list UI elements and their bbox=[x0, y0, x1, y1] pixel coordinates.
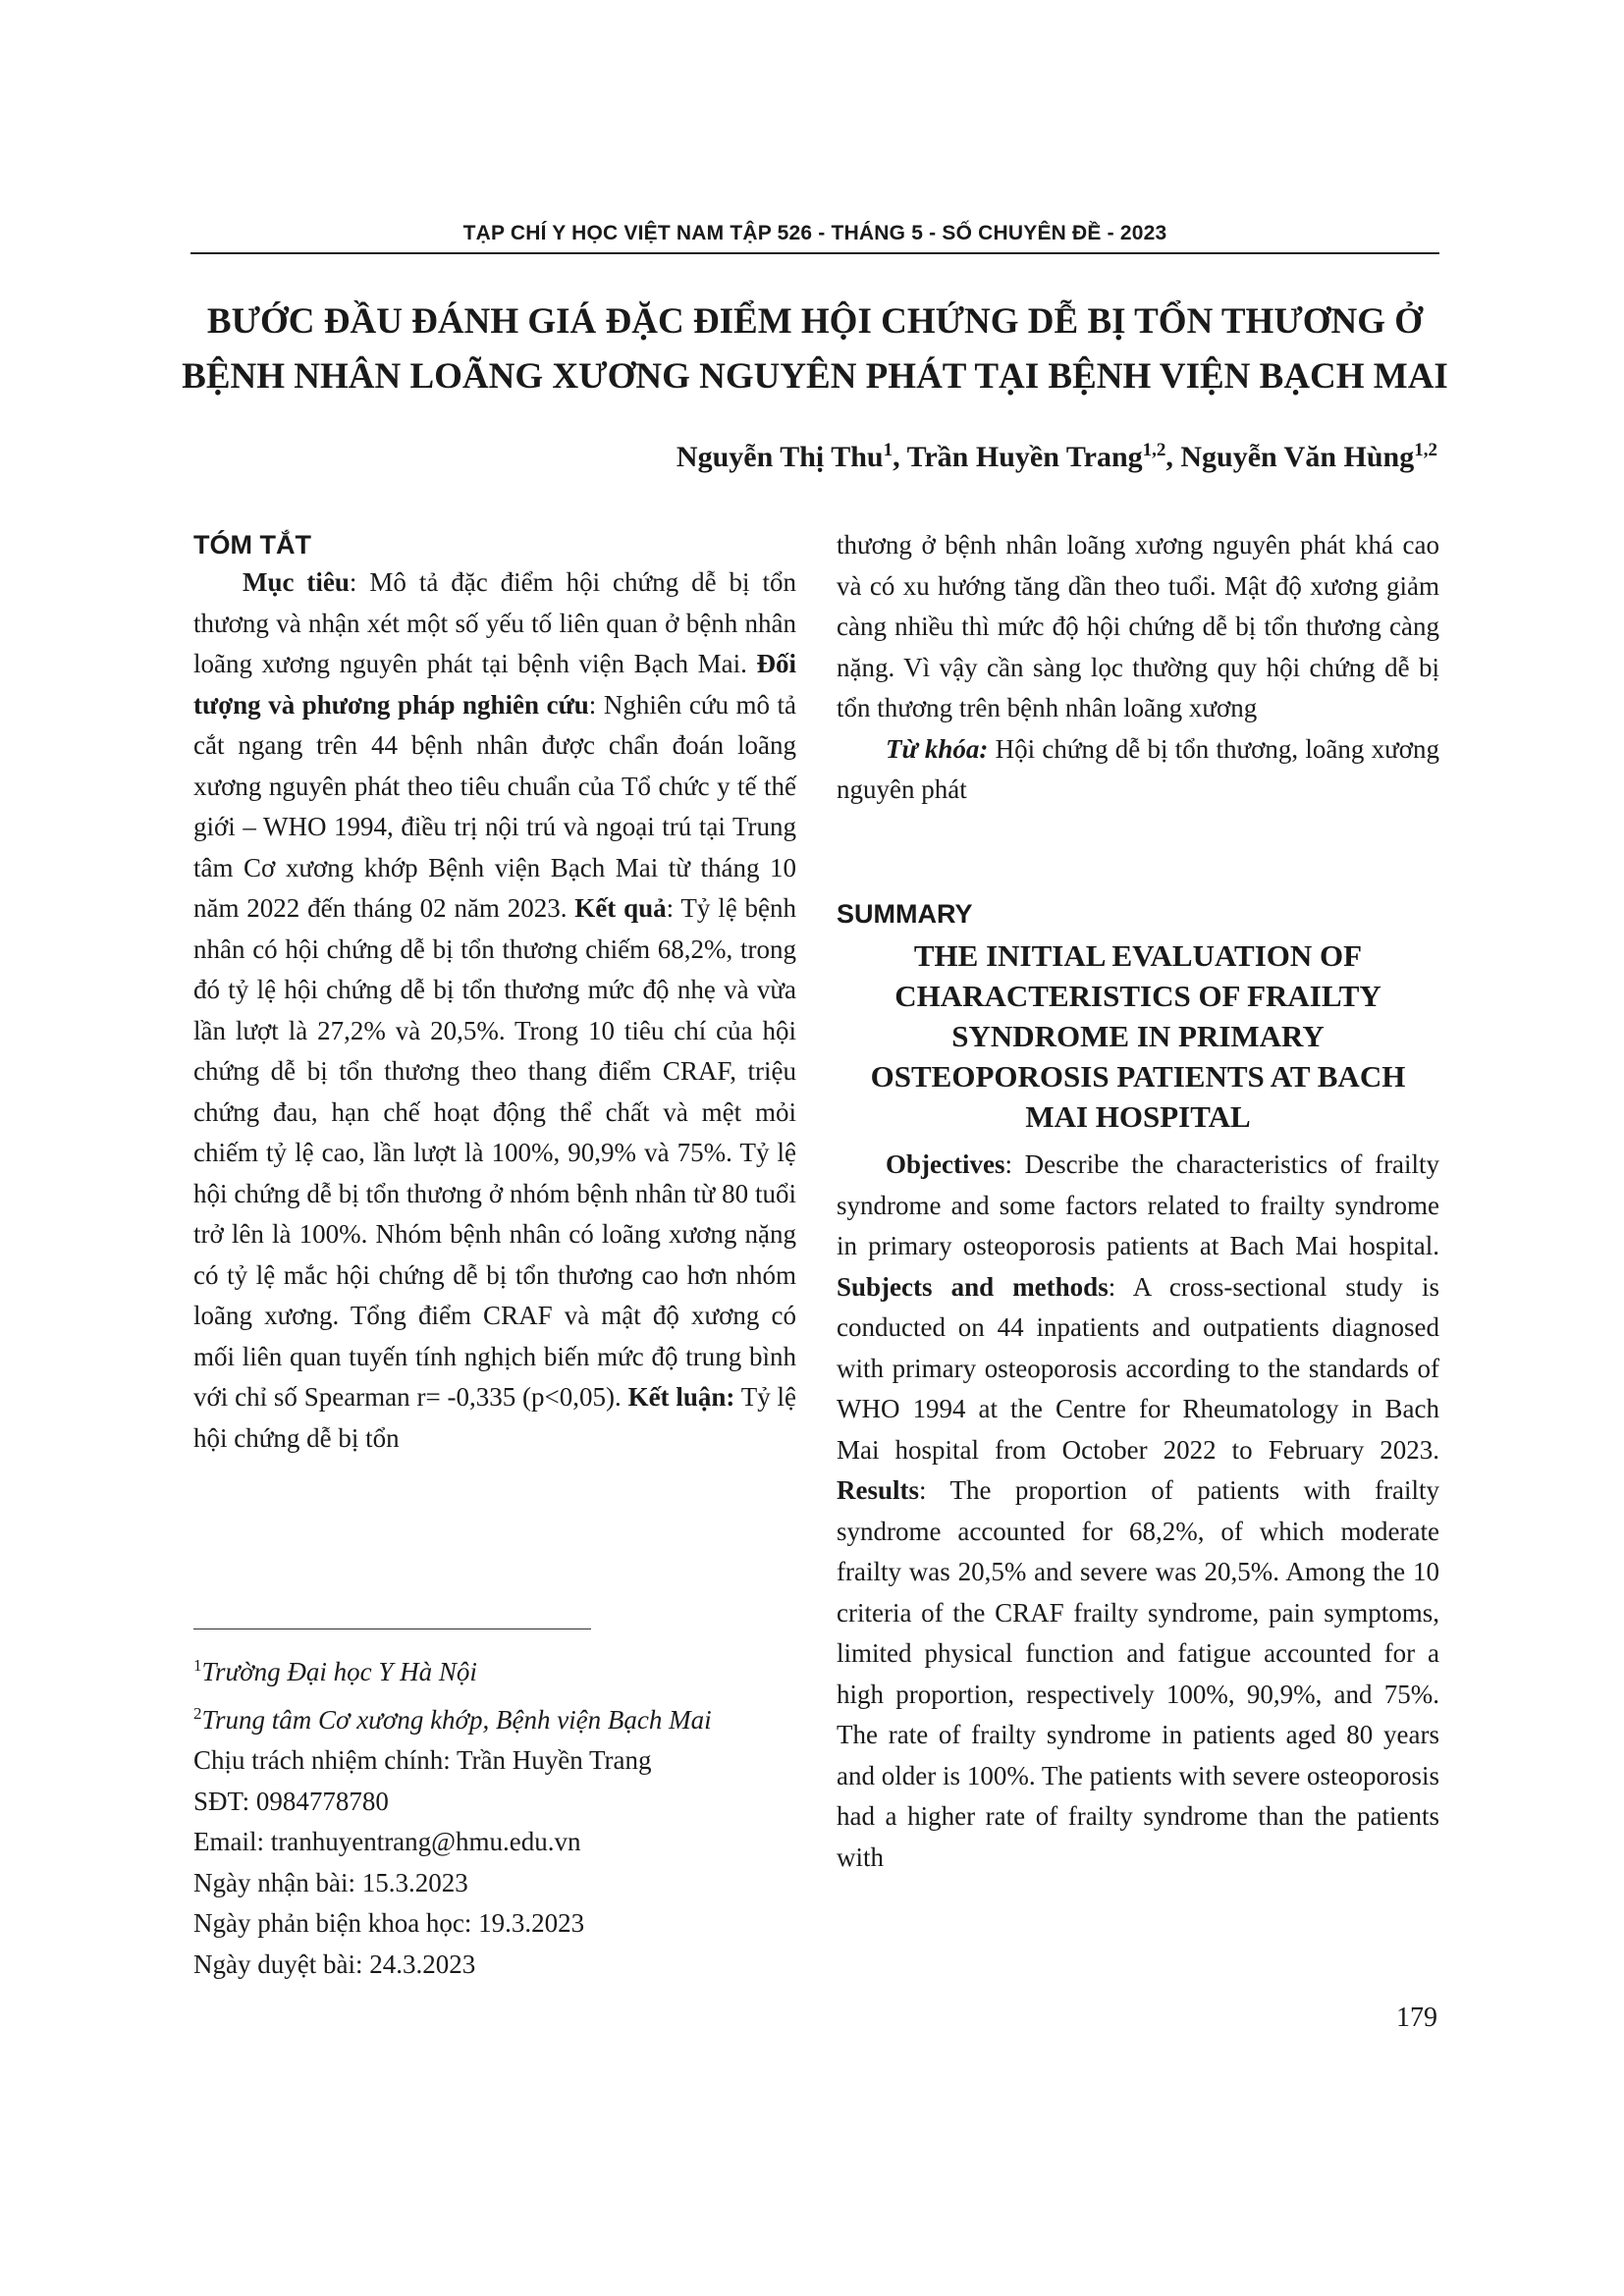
footnotes bbox=[193, 1645, 796, 1985]
affiliation-2 bbox=[193, 1693, 796, 1741]
abstract-vi-body bbox=[193, 562, 796, 1459]
objective-label: Mục tiêu bbox=[243, 567, 350, 597]
affiliation-text: Trường Đại học Y Hà Nội bbox=[201, 1657, 477, 1686]
article-title-line-2: BỆNH NHÂN LOÃNG XƯƠNG NGUYÊN PHÁT TẠI BỆNH VIỆN BẠCH MAI bbox=[182, 356, 1448, 397]
conclusion-text: Tỷ lệ hội chứng dễ bị tổn bbox=[193, 1382, 796, 1453]
summary-heading: SUMMARY bbox=[837, 899, 973, 929]
summary-en-body bbox=[837, 1145, 1439, 1878]
author-affiliation-sup: 1,2 bbox=[1142, 440, 1166, 460]
received-date: Ngày nhận bài: 15.3.2023 bbox=[193, 1867, 468, 1897]
english-title-line: SYNDROME IN PRIMARY bbox=[951, 1019, 1325, 1053]
keywords bbox=[837, 729, 1439, 811]
keywords-label: Từ khóa: bbox=[886, 733, 989, 764]
objectives-label: Objectives bbox=[886, 1149, 1005, 1179]
header-rule bbox=[190, 252, 1439, 254]
keywords-text: Hội chứng dễ bị tổn thương, loãng xương nguyên phát bbox=[837, 733, 1439, 804]
results-en-label: Results bbox=[837, 1475, 920, 1505]
article-title bbox=[147, 294, 1483, 404]
approved-date: Ngày duyệt bài: 24.3.2023 bbox=[193, 1949, 476, 1979]
article-title-line-1: BƯỚC ĐẦU ĐÁNH GIÁ ĐẶC ĐIỂM HỘI CHỨNG DỄ BỊ TỔN THƯƠNG Ở bbox=[206, 301, 1424, 342]
abstract-vi-paragraph bbox=[193, 562, 796, 1459]
page-number: 179 bbox=[1396, 2002, 1437, 2033]
english-title-line: OSTEOPOROSIS PATIENTS AT BACH bbox=[870, 1059, 1406, 1094]
affiliation-1 bbox=[193, 1645, 796, 1693]
methods-text: : Nghiên cứu mô tả cắt ngang trên 44 bệnh nhân được chẩn đoán loãng xương nguyên phát theo tiêu chuẩn của Tổ chức y tế thế giới – WHO 1994, điều trị nội trú và ngoại trú tại Trung tâm Cơ xương khớp Bệnh viện Bạch Mai từ tháng 10 năm 2022 đến tháng 02 năm 2023. bbox=[193, 689, 796, 923]
abstract-vi-heading: TÓM TẮT bbox=[193, 530, 311, 560]
methods-label: Đối tượng và phương pháp nghiên cứu bbox=[193, 649, 796, 720]
objectives-text: : Describe the characteristics of frailty syndrome and some factors related to frailty syndrome in primary osteoporosis patients at Bach Mai hospital. bbox=[837, 1149, 1439, 1260]
english-title-line: THE INITIAL EVALUATION OF bbox=[913, 938, 1363, 973]
affiliation-sup: 1 bbox=[193, 1656, 202, 1675]
reviewed-date: Ngày phản biện khoa học: 19.3.2023 bbox=[193, 1908, 585, 1938]
responsible-author: Chịu trách nhiệm chính: Trần Huyền Trang bbox=[193, 1745, 652, 1775]
affiliation-text: Trung tâm Cơ xương khớp, Bệnh viện Bạch Mai bbox=[201, 1704, 712, 1735]
results-text: : Tỷ lệ bệnh nhân có hội chứng dễ bị tổn thương chiếm 68,2%, trong đó tỷ lệ hội chứng dễ bị tổn thương mức độ nhẹ và vừa lần lượt là 27,2% và 20,5%. Trong 10 tiêu chí của hội chứng dễ bị tổn thương theo thang điểm CRAF, triệu chứng đau, hạn chế hoạt động thể chất và mệt mỏi chiếm tỷ lệ cao, lần lượt là 100%, 90,9% và 75%. Tỷ lệ hội chứng dễ bị tổn thương ở nhóm bệnh nhân từ 80 tuổi trở lên là 100%. Nhóm bệnh nhân có loãng xương nặng có tỷ lệ mắc hội chứng dễ bị tổn thương cao hơn nhóm loãng xương. Tổng điểm CRAF và mật độ xương có mối liên quan tuyến tính nghịch biến mức độ trung bình với chỉ số Spearman r= -0,335 (p<0,05). bbox=[193, 893, 796, 1412]
phone: SĐT: 0984778780 bbox=[193, 1786, 389, 1816]
subjects-text: : A cross-sectional study is conducted on 44 inpatients and outpatients diagnosed with primary osteoporosis according to the standards of WHO 1994 at the Centre for Rheumatology in Bach Mai hospital from October 2022 to February 2023. bbox=[837, 1271, 1439, 1465]
journal-running-header: TẠP CHÍ Y HỌC VIỆT NAM TẬP 526 - THÁNG 5 - SỐ CHUYÊN ĐỀ - 2023 bbox=[462, 222, 1167, 244]
results-en-text: : The proportion of patients with frailty syndrome accounted for 68,2%, of which moderate frailty was 20,5% and severe was 20,5%. Among the 10 criteria of the CRAF frailty syndrome, pain symptoms, limited physical function and fatigue accounted for a high proportion, respectively 100%, 90,9%, and 75%. The rate of frailty syndrome in patients aged 80 years and older is 100%. The patients with severe osteoporosis had a higher rate of frailty syndrome than the patients with bbox=[837, 1475, 1439, 1872]
objective-text: : Mô tả đặc điểm hội chứng dễ bị tổn thương và nhận xét một số yếu tố liên quan ở bệnh nhân loãng xương nguyên phát tại bệnh viện Bạch Mai. bbox=[193, 567, 796, 678]
author-list bbox=[677, 440, 1437, 474]
abstract-vi-continuation bbox=[837, 525, 1439, 811]
author-affiliation-sup: 1,2 bbox=[1414, 440, 1437, 460]
subjects-label: Subjects and methods bbox=[837, 1271, 1109, 1302]
author-separator: , bbox=[1165, 441, 1181, 473]
email: Email: tranhuyentrang@hmu.edu.vn bbox=[193, 1827, 581, 1856]
results-label: Kết quả bbox=[574, 893, 667, 923]
english-title-line: MAI HOSPITAL bbox=[1025, 1099, 1251, 1134]
author-name: Trần Huyền Trang bbox=[906, 441, 1143, 473]
conclusion-label: Kết luận: bbox=[627, 1382, 735, 1412]
author-name: Nguyễn Thị Thu bbox=[676, 441, 884, 473]
english-title-line: CHARACTERISTICS OF FRAILTY bbox=[894, 979, 1381, 1013]
summary-paragraph bbox=[837, 1145, 1439, 1878]
author-affiliation-sup: 1 bbox=[883, 440, 893, 460]
english-title bbox=[837, 935, 1439, 1137]
affiliation-sup: 2 bbox=[193, 1703, 202, 1723]
author-name: Nguyễn Văn Hùng bbox=[1180, 441, 1415, 473]
author-separator: , bbox=[893, 441, 907, 473]
conclusion-continuation: thương ở bệnh nhân loãng xương nguyên phát khá cao và có xu hướng tăng dần theo tuổi. Mật độ xương giảm càng nhiều thì mức độ hội chứng dễ bị tổn thương càng nặng. Vì vậy cần sàng lọc thường quy hội chứng dễ bị tổn thương trên bệnh nhân loãng xương bbox=[837, 530, 1439, 722]
